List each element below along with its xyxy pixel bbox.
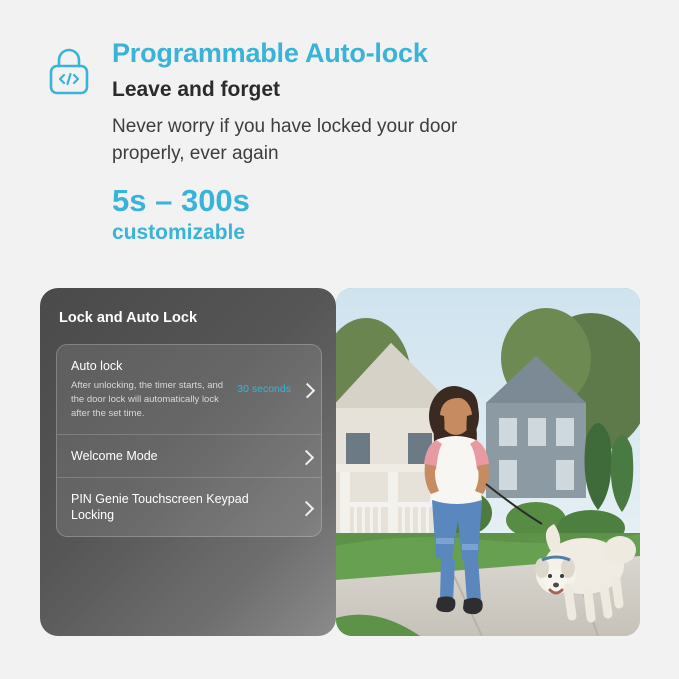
list-item-keypad-locking[interactable] bbox=[57, 477, 321, 537]
settings-list bbox=[56, 344, 322, 537]
header-section bbox=[0, 0, 679, 245]
chevron-right-icon bbox=[300, 383, 316, 399]
auto-lock-label: Auto lock bbox=[71, 359, 123, 373]
range-value: 5s – 300s bbox=[112, 183, 250, 219]
panel-title: Lock and Auto Lock bbox=[59, 310, 198, 326]
lifestyle-photo bbox=[336, 288, 640, 636]
chevron-right-icon bbox=[299, 501, 315, 517]
page-title: Programmable Auto-lock bbox=[112, 38, 428, 68]
page-description: Never worry if you have locked your door properly, ever again bbox=[112, 116, 458, 165]
range-caption: customizable bbox=[112, 221, 246, 245]
welcome-mode-label: Welcome Mode bbox=[71, 448, 158, 463]
list-item-welcome-mode[interactable] bbox=[57, 434, 321, 477]
keypad-locking-label: PIN Genie Touchscreen Keypad Locking bbox=[71, 491, 249, 523]
auto-lock-description: After unlocking, the timer starts, and the door lock will automatically lock after the set time. bbox=[71, 380, 224, 419]
lock-code-icon bbox=[46, 46, 92, 101]
lock-settings-panel bbox=[40, 288, 336, 636]
header-text bbox=[112, 38, 639, 245]
list-item-auto-lock[interactable] bbox=[57, 345, 321, 434]
header-row bbox=[40, 38, 639, 245]
page-subtitle: Leave and forget bbox=[112, 78, 281, 102]
chevron-right-icon bbox=[299, 450, 315, 466]
auto-lock-value: 30 seconds bbox=[237, 383, 291, 396]
